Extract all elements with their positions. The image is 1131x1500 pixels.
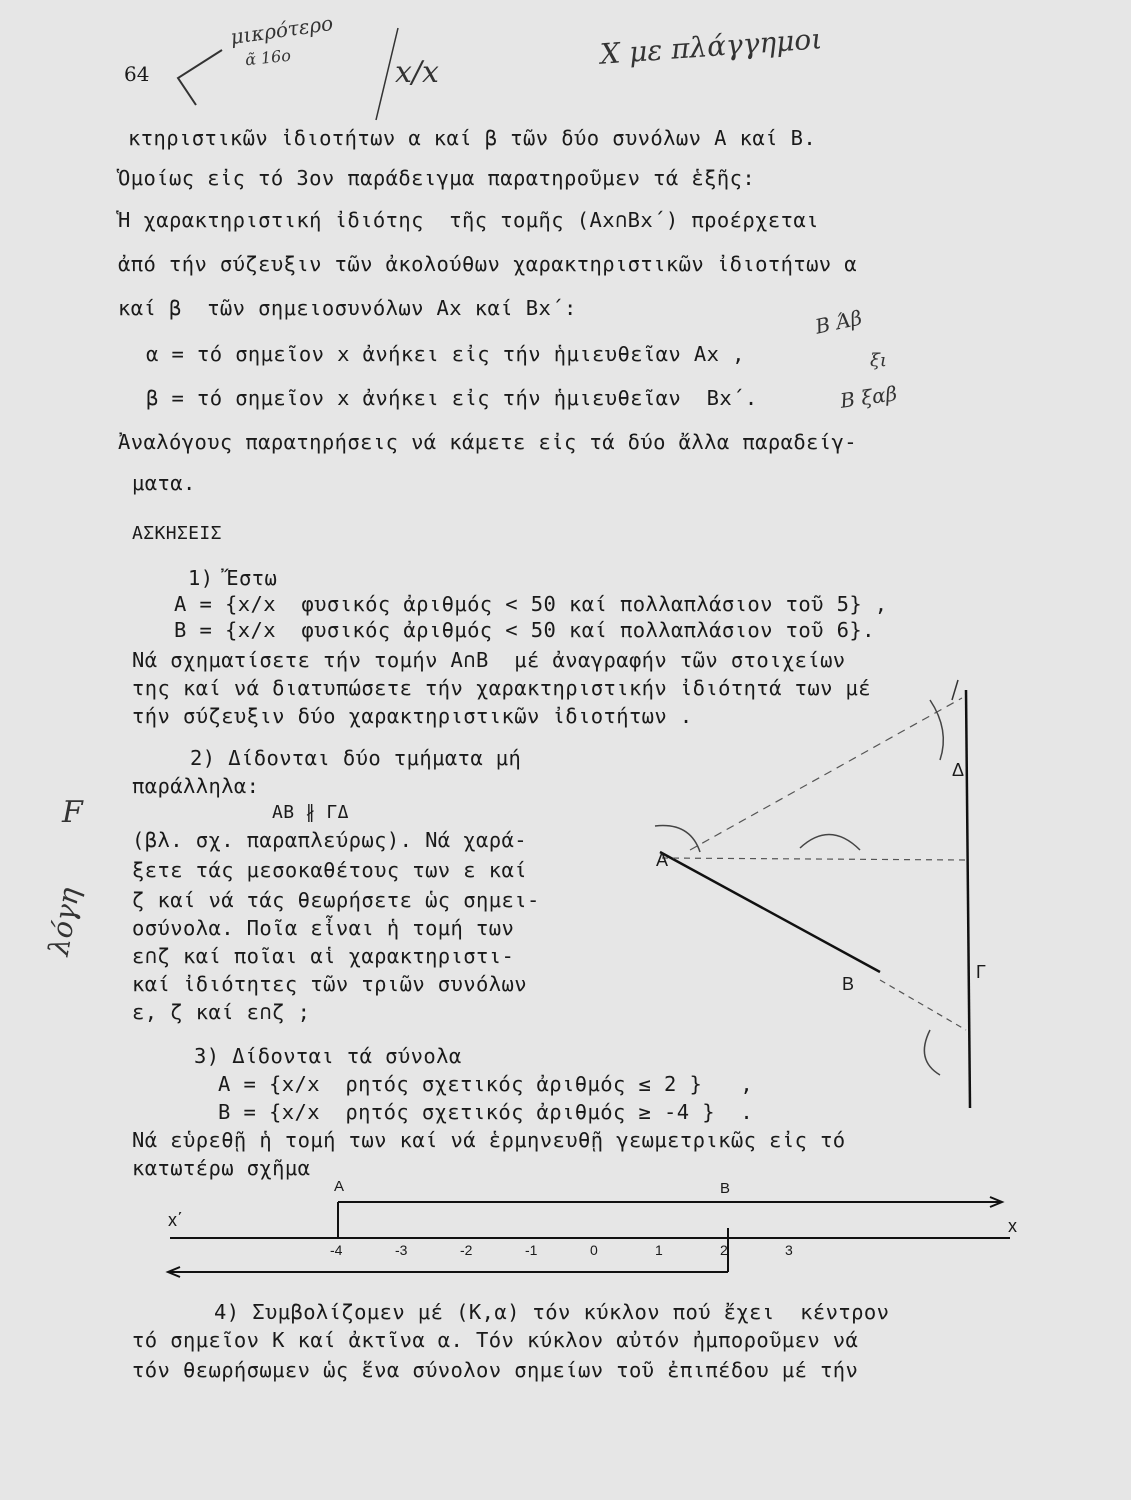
handwritten-note-top-left: μικρότερο — [228, 10, 335, 50]
tick-label: 3 — [785, 1242, 793, 1258]
ray-label-a: A — [334, 1178, 345, 1195]
text-line: ἀπό τήν σύζευξιν τῶν ἀκολούθων χαρακτηριστικῶν ἰδιοτήτων α — [118, 252, 858, 276]
text-line: A = {x/x φυσικός ἀριθμός < 50 καί πολλαπλάσιον τοῦ 5} , — [174, 592, 888, 616]
text-line: B = {x/x φυσικός ἀριθμός < 50 καί πολλαπλάσιον τοῦ 6}. — [174, 618, 875, 642]
figure-label-delta: Δ — [952, 760, 965, 780]
text-line: ματα. — [132, 471, 196, 495]
handwritten-margin-note: λόγη — [41, 885, 87, 958]
text-line: Ἡ χαρακτηριστική ἰδιότης τῆς τομῆς (Ax∩Bx΄) προέρχεται — [118, 208, 819, 232]
tick-label: -1 — [525, 1242, 538, 1258]
tick-label: -2 — [460, 1242, 473, 1258]
figure-label-a: A — [656, 850, 669, 870]
text-line: (βλ. σχ. παραπλεύρως). Νά χαρά- — [132, 828, 528, 852]
text-line: AB ∦ ΓΔ — [272, 802, 349, 823]
ray-label-b: B — [720, 1180, 731, 1197]
text-line: κτηριστικῶν ἰδιοτήτων α καί β τῶν δύο συνόλων Α καί Β. — [128, 126, 817, 150]
handwritten-note-top-left-b: ᾶ 16ο — [244, 45, 292, 70]
section-heading: ΑΣΚΗΣΕΙΣ — [132, 523, 222, 544]
tick-label: 0 — [590, 1242, 598, 1258]
text-line: κατωτέρω σχῆμα — [132, 1156, 311, 1180]
handwritten-note-top-middle: x/x — [395, 55, 439, 90]
text-line: α = τό σημεῖον x ἀνήκει εἰς τήν ἡμιευθεῖαν Ax , — [146, 342, 745, 366]
text-line: ε∩ζ καί ποῖαι αἱ χαρακτηριστι- — [132, 944, 515, 968]
text-line: Ἀναλόγους παρατηρήσεις νά κάμετε εἰς τά δύο ἄλλα παραδείγ- — [118, 430, 858, 454]
text-line: τόν θεωρήσωμεν ὡς ἕνα σύνολον σημείων τοῦ ἐπιπέδου μέ τήν — [132, 1358, 859, 1382]
axis-label-x: x — [1008, 1216, 1017, 1236]
page-number: 64 — [124, 62, 150, 86]
text-line: B = {x/x ρητός σχετικός ἀριθμός ≥ -4 } . — [218, 1100, 754, 1124]
text-line: 4) Συμβολίζομεν μέ (K,α) τόν κύκλον πού ἔχει κέντρον — [214, 1300, 890, 1324]
text-line: ζ καί νά τάς θεωρήσετε ὡς σημει- — [132, 888, 540, 912]
handwritten-note-top-right: X με πλάγγημοι — [599, 22, 824, 71]
text-line: ξετε τάς μεσοκαθέτους των ε καί — [132, 858, 528, 882]
text-line: Νά εὑρεθῇ ἡ τομή των καί νά ἑρμηνευθῇ γεωμετρικῶς εἰς τό — [132, 1128, 846, 1152]
text-line: τό σημεῖον K καί ἀκτῖνα α. Τόν κύκλον αὐτόν ἠμποροῦμεν νά — [132, 1328, 859, 1352]
handwritten-note-ab2: ξι — [870, 350, 887, 371]
text-line: Ὁμοίως εἰς τό 3ον παράδειγμα παρατηροῦμεν τά ἑξῆς: — [118, 166, 756, 190]
handwritten-note-ab: Β Άβ — [813, 305, 865, 339]
figure-label-gamma: Γ — [976, 962, 986, 982]
text-line: 1) Ἔστω — [188, 566, 278, 590]
text-line: A = {x/x ρητός σχετικός ἀριθμός ≤ 2 } , — [218, 1072, 754, 1096]
tick-label: -4 — [330, 1242, 343, 1258]
tick-label: 1 — [655, 1242, 663, 1258]
text-line: καί ἰδιότητες τῶν τριῶν συνόλων — [132, 972, 528, 996]
text-line: τήν σύζευξιν δύο χαρακτηριστικῶν ἰδιοτήτων . — [132, 704, 693, 728]
text-line: καί β τῶν σημειοσυνόλων Ax καί Bx΄: — [118, 296, 577, 320]
text-line: 3) Δίδονται τά σύνολα — [194, 1044, 462, 1068]
handwritten-note-ab3: Β ξαβ — [838, 381, 899, 413]
tick-label: -3 — [395, 1242, 408, 1258]
text-line: οσύνολα. Ποῖα εἶναι ἡ τομή των — [132, 916, 515, 940]
text-line: της καί νά διατυπώσετε τήν χαρακτηριστικήν ἰδιότητά των μέ — [132, 676, 872, 700]
text-line: β = τό σημεῖον x ἀνήκει εἰς τήν ἡμιευθεῖαν Bx΄. — [146, 386, 758, 410]
handwritten-margin-f: F — [62, 795, 83, 830]
text-line: παράλληλα: — [132, 774, 260, 798]
text-line: Νά σχηματίσετε τήν τομήν A∩B μέ ἀναγραφήν τῶν στοιχείων — [132, 648, 846, 672]
axis-label-x-prime: x΄ — [168, 1210, 183, 1230]
text-line: ε, ζ καί ε∩ζ ; — [132, 1000, 311, 1024]
text-line: 2) Δίδονται δύο τμήματα μή — [190, 746, 522, 770]
tick-label: 2 — [720, 1242, 728, 1258]
figure-label-b: B — [842, 974, 855, 994]
